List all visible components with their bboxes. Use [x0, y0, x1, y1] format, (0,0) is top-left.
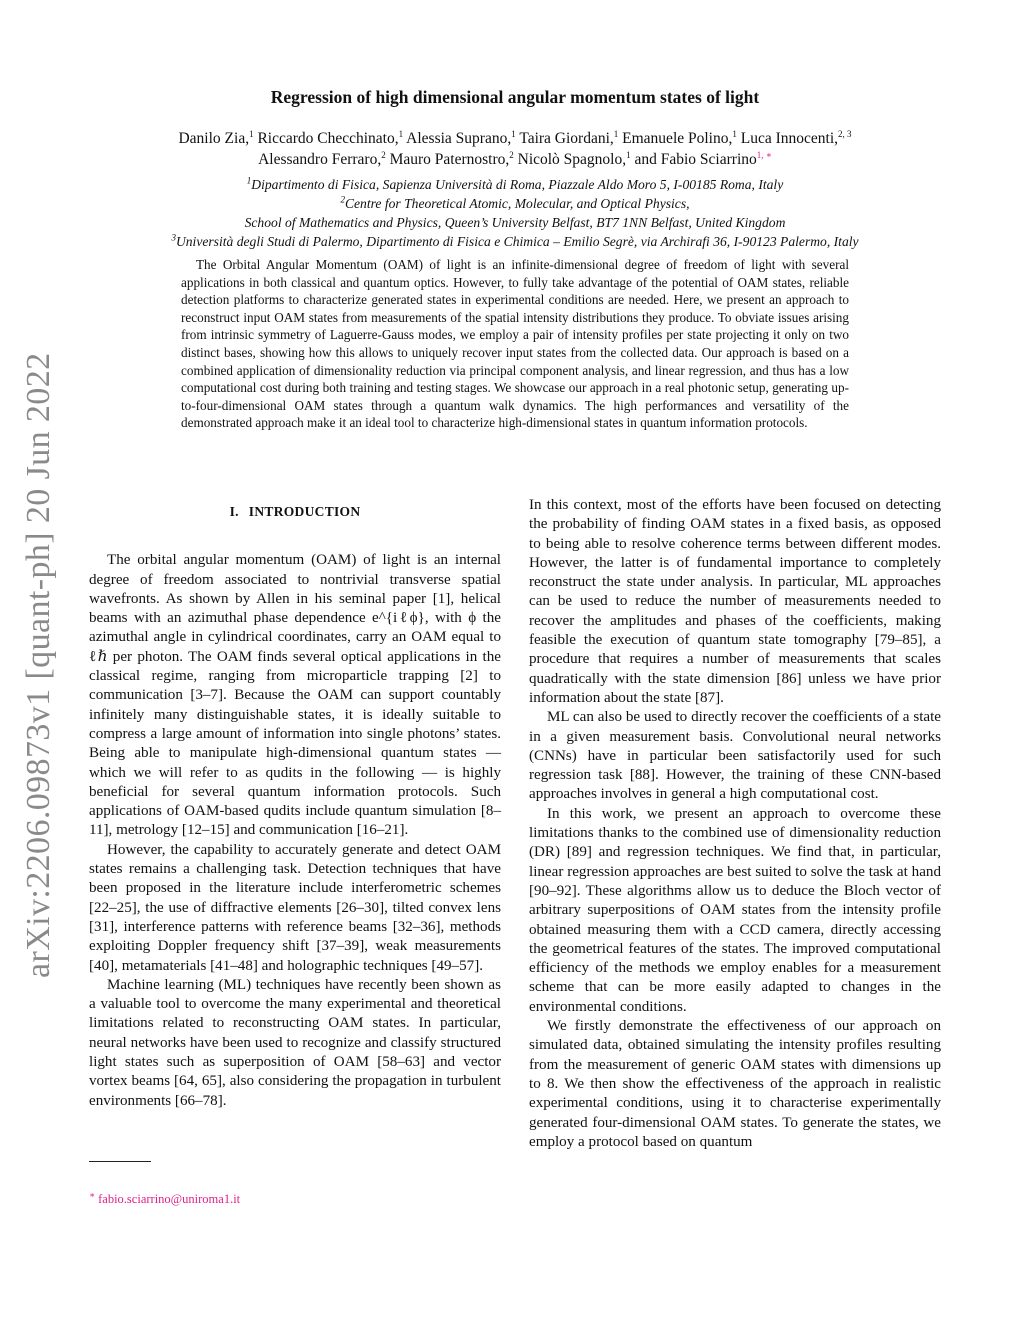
- author: and Fabio Sciarrino$^{1, ∗}$: [634, 149, 772, 168]
- affiliation: $^1$Dipartimento di Fisica, Sapienza Università di Roma, Piazzale Aldo Moro 5, I-00185 Roma, Italy: [246, 175, 784, 192]
- author: Riccardo Checchinato,$^1$: [257, 128, 404, 147]
- paper-title: Regression of high dimensional angular momentum states of light: [270, 87, 760, 107]
- paragraph: In this work, we present an approach to overcome these limitations thanks to the combined use of dimensionality reduction (DR) [89] and regression techniques. We find that, in particular, linear regression approaches are best suited to solve the task at hand [90–92]. These algorithms allow us to deduce the Bloch vector of arbitrary superpositions of OAM states from the intensity profile obtained measuring them with a CCD camera, directly accessing the geometrical features of the states. The improved computational efficiency of the methods we employ enables for a measurement scheme that can be more easily adapted to changes in the environmental conditions.: [529, 805, 941, 1015]
- left-column: [89, 497, 501, 1111]
- arxiv-stamp: arXiv:2206.09873v1 [quant-ph] 20 Jun 2022: [20, 352, 57, 978]
- right-column: [529, 496, 941, 1152]
- affiliation: $^3$Università degli Studi di Palermo, Dipartimento di Fisica e Chimica – Emilio Segrè, via Archirafi 36, I-90123 Palermo, Italy: [171, 232, 859, 249]
- author: Alessia Suprano,$^1$: [406, 128, 516, 147]
- author: Emanuele Polino,$^1$: [622, 128, 737, 147]
- footnote-rule: [89, 1161, 151, 1162]
- paragraph: The orbital angular momentum (OAM) of light is an internal degree of freedom associated to nontrivial transverse spatial wavefronts. As shown by Allen in his seminal paper [1], helical beams with an azimuthal phase dependence e^{iℓϕ}, with ϕ the azimuthal angle in cylindrical coordinates, carry an OAM equal to ℓℏ per photon. The OAM finds several optical applications in the classical regime, ranging from microparticle trapping [2] to communication [3–7]. Because the OAM can support countably infinitely many distinguishable states, it is ideally suitable to compress a large amount of information into single photons’ states. Being able to manipulate high-dimensional quantum states — which we will refer to as qudits in the following — is highly beneficial for several quantum information protocols. Such applications of OAM-based qudits include quantum simulation [8–11], metrology [12–15] and communication [16–21].: [89, 552, 501, 839]
- author-list: [150, 128, 880, 170]
- affiliation: School of Mathematics and Physics, Queen’s University Belfast, BT7 1NN Belfast, United Kingdom: [244, 215, 786, 230]
- paragraph: In this context, most of the efforts have been focused on detecting the probability of finding OAM states in a fixed basis, as opposed to being able to resolve coherence terms between different modes. However, the latter is of fundamental importance to completely reconstruct the state under analysis. In particular, ML approaches can be used to reduce the number of measurements needed to recover the amplitudes and phases of the coefficients, making feasible the execution of quantum state tomography [79–85], a procedure that requires a number of measurements that scales quadratically with the state dimension [86] unless we have prior information about the state [87].: [529, 497, 941, 706]
- email-link[interactable]: fabio.sciarrino@uniroma1.it: [98, 1192, 241, 1207]
- author: Taira Giordani,$^1$: [519, 128, 619, 147]
- paragraph: ML can also be used to directly recover the coefficients of a state in a given measurement basis. Convolutional neural networks (CNNs) have in particular been satisfactorily used for such regression task [88]. However, the training of these CNN-based approaches involves in general a high computational cost.: [529, 709, 941, 803]
- footnote: ∗ fabio.sciarrino@uniroma1.it: [89, 1190, 241, 1207]
- affiliations: [100, 175, 930, 251]
- author: Mauro Paternostro,$^2$: [389, 149, 514, 168]
- author: Danilo Zia,$^1$: [178, 128, 254, 147]
- affiliation: $^2$Centre for Theoretical Atomic, Molecular, and Optical Physics,: [340, 194, 690, 211]
- author: Nicolò Spagnolo,$^1$: [517, 149, 631, 168]
- section-heading: I. INTRODUCTION: [229, 504, 361, 519]
- abstract: The Orbital Angular Momentum (OAM) of light is an infinite-dimensional degree of freedom of light with several applications in both classical and quantum optics. However, to fully take advantage of the potential of OAM states, reliable detection platforms to characterize generated states in experimental conditions are needed. Here, we present an approach to reconstruct input OAM states from measurements of the spatial intensity distributions they produce. To obviate issues arising from intrinsic symmetry of Laguerre-Gauss modes, we employ a pair of intensity profiles per state projecting it only on two distinct bases, showing how this allows to uniquely recover input states from the collected data. Our approach is based on a combined application of dimensionality reduction via principal component analysis, and linear regression, and thus has a low computational cost during both training and testing stages. We showcase our approach in a real photonic setup, generating up-to-four-dimensional OAM states through a quantum walk dynamics. The high performances and versatility of the demonstrated approach make it an ideal tool to characterize high-dimensional states in quantum information protocols.: [181, 257, 849, 431]
- paragraph: Machine learning (ML) techniques have recently been shown as a valuable tool to overcome the many experimental and theoretical limitations related to reconstructing OAM states. In particular, neural networks have been used to recognize and classify structured light states such as superposition of OAM [58–63] and vector vortex beams [64, 65], also considering the propagation in turbulent environments [66–78].: [89, 976, 501, 1109]
- author: Luca Innocenti,$^{2, 3}$: [740, 128, 852, 147]
- author: Alessandro Ferraro,$^2$: [258, 149, 386, 168]
- paragraph: We firstly demonstrate the effectiveness of our approach on simulated data, obtained simulating the intensity profiles resulting from the measurement of generic OAM states with dimensions up to 8. We then show the effectiveness of the approach in realistic experimental conditions, using it to characterise experimentally generated four-dimensional OAM states. To generate the states, we employ a protocol based on quantum: [529, 1018, 941, 1150]
- paragraph: However, the capability to accurately generate and detect OAM states remains a challenging task. Detection techniques that have been proposed in the literature include interferometric schemes [22–25], the use of diffractive elements [26–30], tilted convex lens [31], interference patterns with reference beams [32–36], methods exploiting Doppler frequency shift [37–39], weak measurements [40], metamaterials [41–48] and holographic techniques [49–57].: [89, 841, 501, 974]
